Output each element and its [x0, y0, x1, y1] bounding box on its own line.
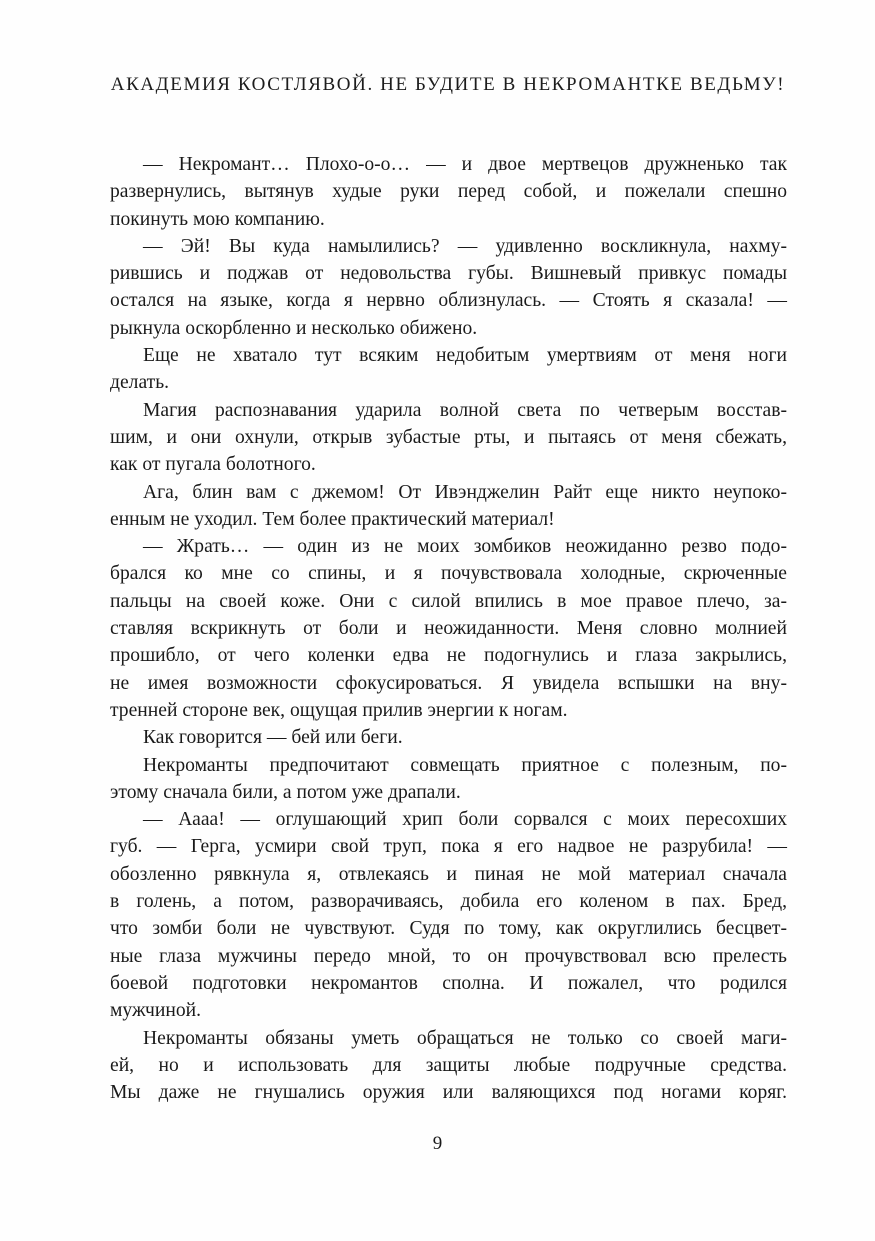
- text-line: мужчиной.: [110, 1000, 201, 1022]
- text-line: рившись и поджав от недовольства губы. Вишневый привкус помады: [110, 263, 787, 285]
- text-line: покинуть мою компанию.: [110, 208, 325, 230]
- text-line: не имея возможности сфокусироваться. Я увидела вспышки на вну-: [110, 672, 787, 694]
- text-line: Некроманты предпочитают совмещать приятное с полезным, по-: [143, 754, 787, 776]
- text-line: Еще не хватало тут всяким недобитым умертвиям от меня ноги: [143, 345, 787, 367]
- text-line: енным не уходил. Тем более практический материал!: [110, 508, 555, 530]
- text-line: этому сначала били, а потом уже драпали.: [110, 781, 461, 803]
- text-line: рыкнула оскорбленно и несколько обижено.: [110, 317, 478, 339]
- text-line: Магия распознавания ударила волной света по четверым восстав-: [143, 399, 787, 421]
- text-line: Как говорится — бей или беги.: [143, 727, 403, 749]
- text-line: — Аааа! — оглушающий хрип боли сорвался с моих пересохших: [143, 809, 787, 831]
- text-line: губ. — Герга, усмири свой труп, пока я его надвое не разрубила! —: [110, 836, 787, 858]
- text-line: что зомби боли не чувствуют. Судя по тому, как округлились бесцвет-: [110, 918, 787, 940]
- text-line: боевой подготовки некромантов сполна. И пожалел, что родился: [110, 972, 787, 994]
- text-line: — Жрать… — один из не моих зомбиков неожиданно резво подо-: [143, 536, 787, 558]
- text-line: делать.: [110, 372, 170, 394]
- text-line: Мы даже не гнушались оружия или валяющихся под ногами коряг.: [110, 1082, 787, 1104]
- text-line: брался ко мне со спины, и я почувствовала холодные, скрюченные: [110, 563, 787, 585]
- text-line: Некроманты обязаны уметь обращаться не только со своей маги-: [143, 1027, 787, 1049]
- text-line: ставляя вскрикнуть от боли и неожиданности. Меня словно молнией: [110, 618, 787, 640]
- text-line: шим, и они охнули, открыв зубастые рты, и пытаясь от меня сбежать,: [110, 426, 787, 448]
- running-title: АКАДЕМИЯ КОСТЛЯВОЙ. НЕ БУДИТЕ В НЕКРОМАНТКЕ ВЕДЬМУ!: [110, 74, 786, 95]
- page-number: 9: [432, 1133, 443, 1154]
- text-line: пальцы на своей коже. Они с силой впились в мое правое плечо, за-: [110, 590, 787, 612]
- text-line: Ага, блин вам с джемом! От Ивэнджелин Райт еще никто неупоко-: [143, 481, 787, 503]
- text-line: обозленно рявкнула я, отвлекаясь и пиная не мой материал сначала: [110, 863, 787, 885]
- text-line: ные глаза мужчины передо мной, то он прочувствовал всю прелесть: [110, 945, 787, 967]
- text-line: ей, но и использовать для защиты любые подручные средства.: [110, 1054, 787, 1076]
- body-text: [110, 151, 787, 1106]
- text-line: — Эй! Вы куда намылились? — удивленно воскликнула, нахму-: [143, 235, 787, 257]
- text-line: остался на языке, когда я нервно облизнулась. — Стоять я сказала! —: [110, 290, 787, 312]
- text-line: как от пугала болотного.: [110, 454, 316, 476]
- text-line: прошибло, от чего коленки едва не подогнулись и глаза закрылись,: [110, 645, 787, 667]
- text-line: в голень, а потом, разворачиваясь, добила его коленом в пах. Бред,: [110, 891, 787, 913]
- text-line: — Некромант… Плохо-о-о… — и двое мертвецов дружненько так: [143, 154, 787, 175]
- text-line: тренней стороне век, ощущая прилив энергии к ногам.: [110, 699, 568, 721]
- text-line: развернулись, вытянув худые руки перед собой, и пожелали спешно: [110, 181, 787, 203]
